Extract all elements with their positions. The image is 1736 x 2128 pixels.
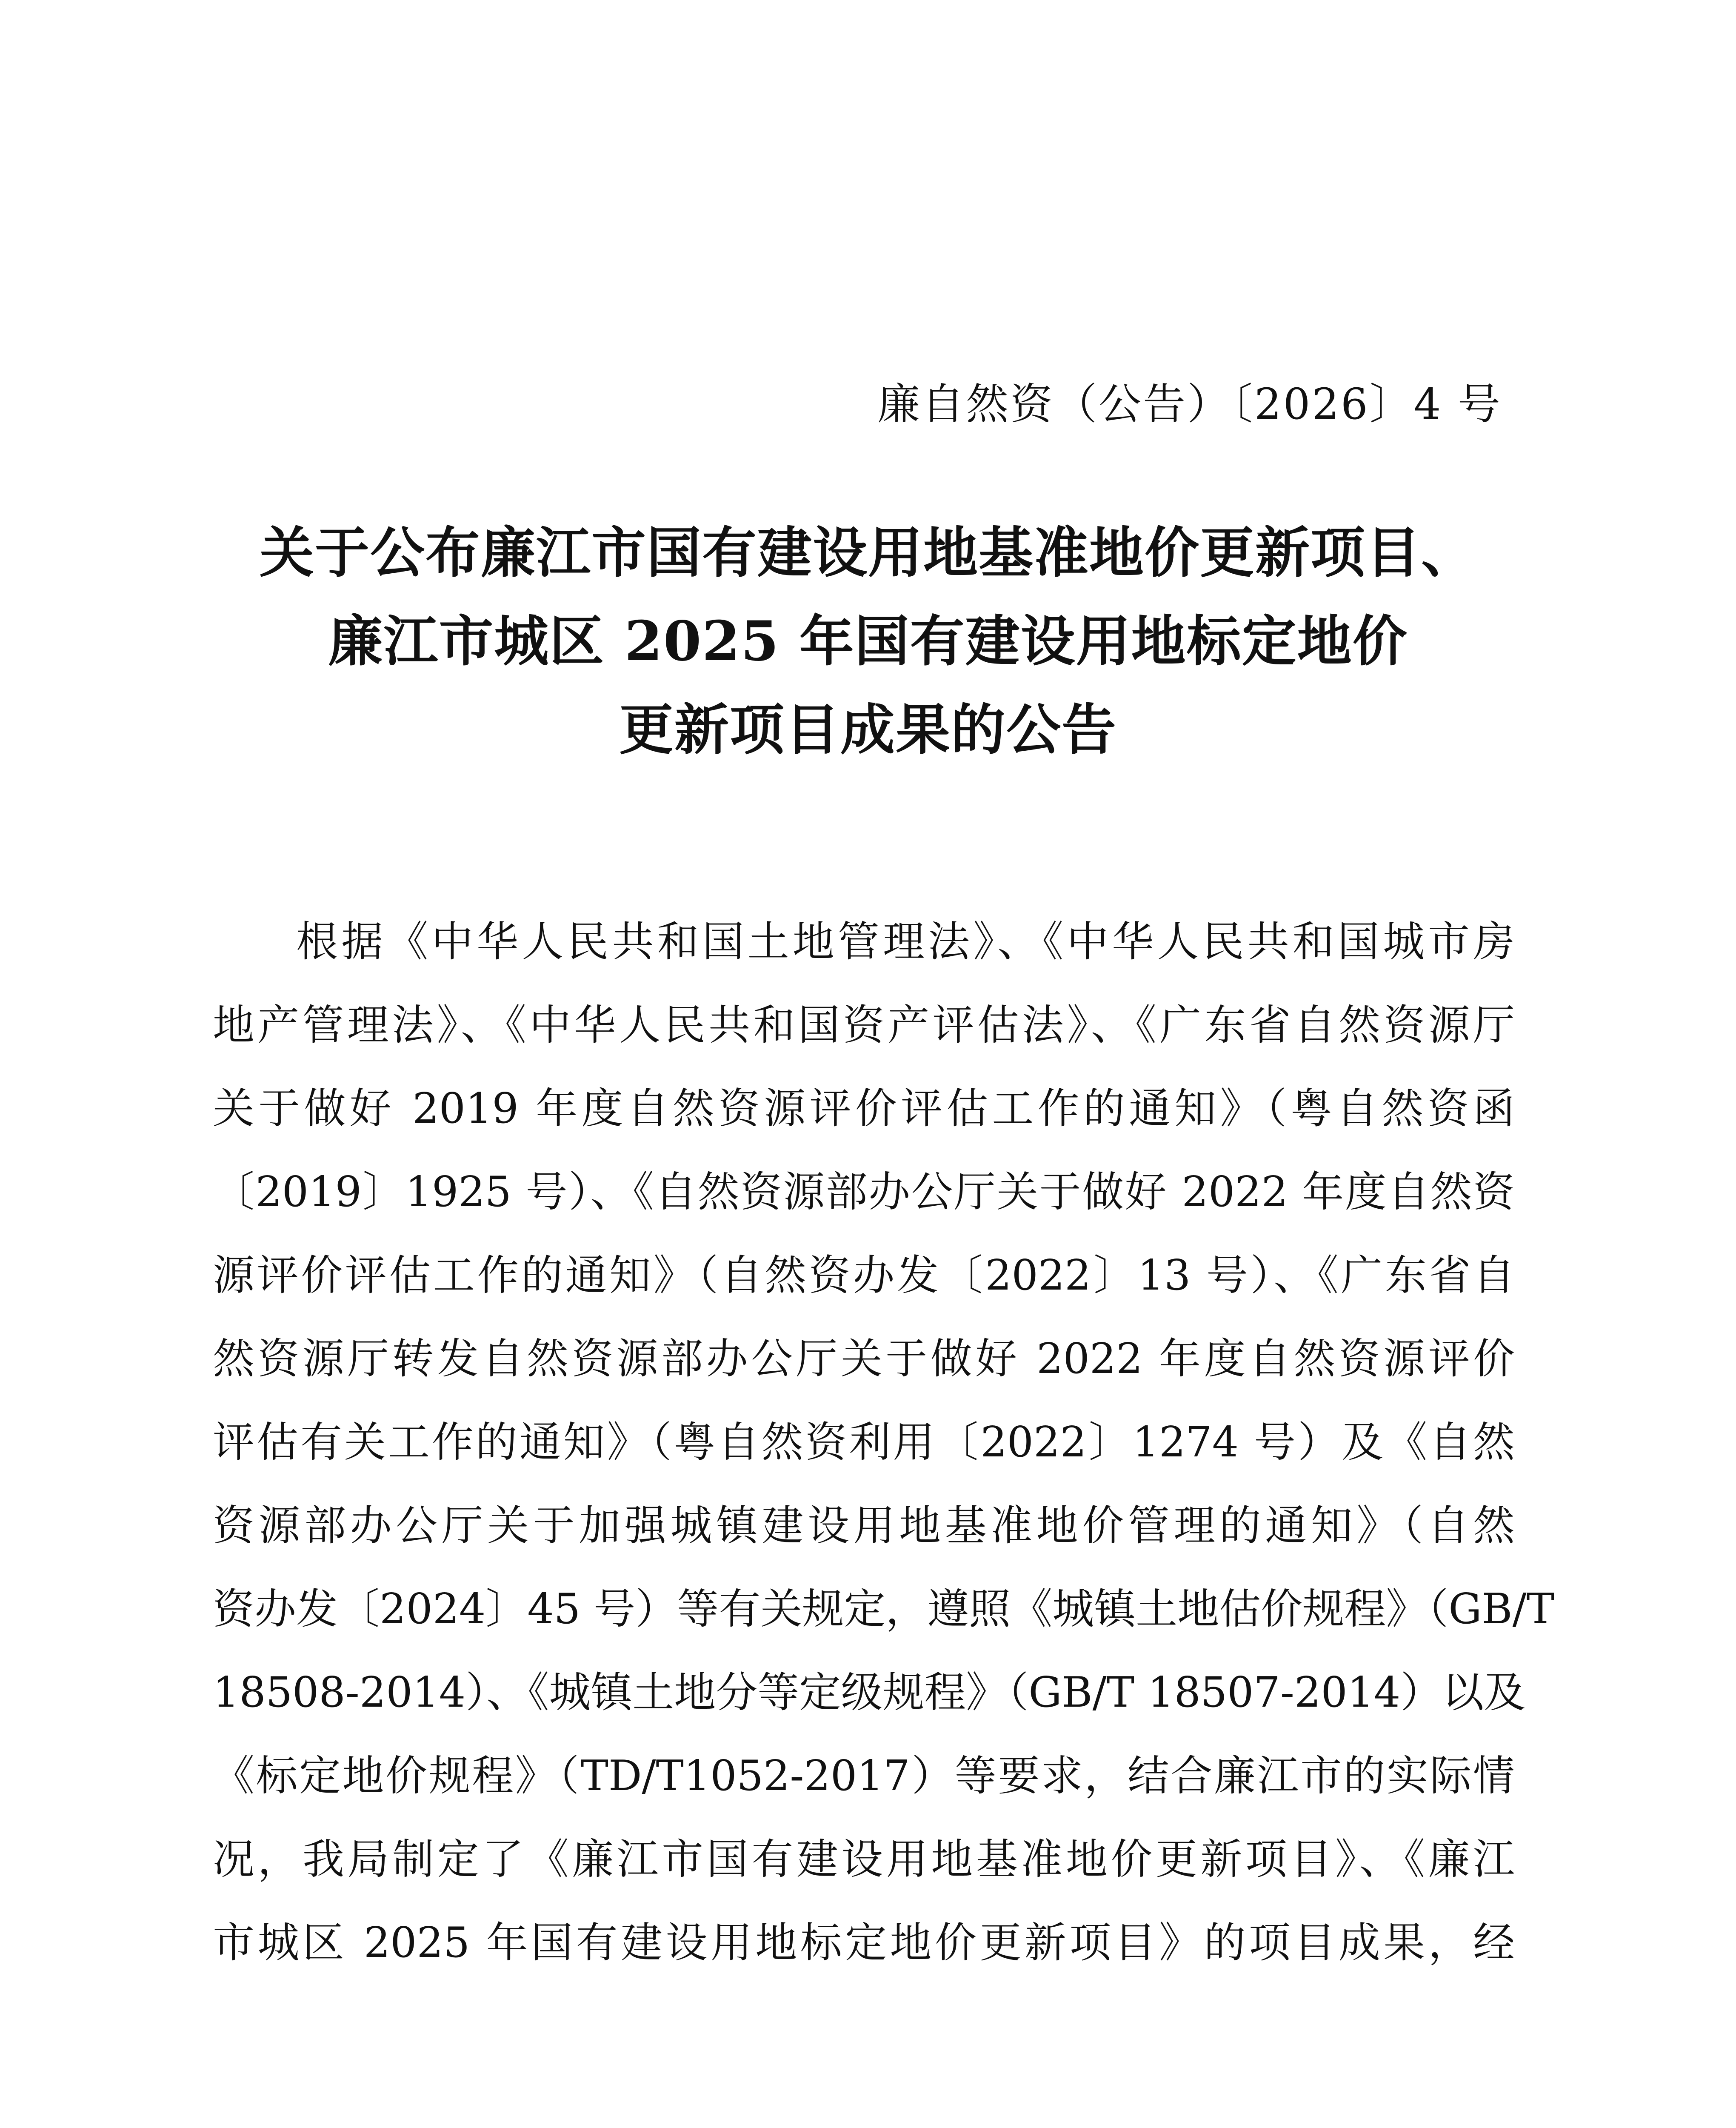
title-line: 关于公布廉江市国有建设用地基准地价更新项目、	[259, 521, 1476, 585]
body-line: 关于做好 2019 年度自然资源评价评估工作的通知》（粤自然资函	[213, 1084, 1515, 1133]
body-line: 况，我局制定了《廉江市国有建设用地基准地价更新项目》、《廉江	[213, 1835, 1515, 1884]
body-paragraph	[213, 900, 1554, 1985]
title-line: 廉江市城区 2025 年国有建设用地标定地价	[328, 609, 1408, 673]
body-line: 资源部办公厅关于加强城镇建设用地基准地价管理的通知》（自然	[213, 1502, 1515, 1550]
body-line: 源评价评估工作的通知》（自然资办发〔2022〕13 号）、《广东省自	[213, 1251, 1515, 1300]
body-line: 〔2019〕1925 号）、《自然资源部办公厅关于做好 2022 年度自然资	[213, 1168, 1515, 1216]
body-line: 18508-2014）、《城镇土地分等定级规程》（GB/T 18507-2014）以及	[213, 1668, 1526, 1717]
title-line: 更新项目成果的公告	[619, 698, 1117, 762]
body-line: 市城区 2025 年国有建设用地标定地价更新项目》的项目成果，经	[213, 1919, 1515, 1967]
body-line: 评估有关工作的通知》（粤自然资利用〔2022〕1274 号）及《自然	[213, 1418, 1515, 1467]
body-line: 资办发〔2024〕45 号）等有关规定，遵照《城镇土地估价规程》（GB/T	[213, 1585, 1554, 1633]
document-title	[187, 509, 1549, 774]
body-line: 《标定地价规程》（TD/T1052-2017）等要求，结合廉江市的实际情	[213, 1752, 1515, 1800]
body-line: 地产管理法》、《中华人民共和国资产评估法》、《广东省自然资源厅	[213, 1001, 1515, 1050]
document-number: 廉自然资（公告）〔2026〕4 号	[877, 379, 1502, 429]
body-line: 根据《中华人民共和国土地管理法》、《中华人民共和国城市房	[296, 918, 1515, 966]
body-line: 然资源厅转发自然资源部办公厅关于做好 2022 年度自然资源评价	[213, 1335, 1515, 1383]
